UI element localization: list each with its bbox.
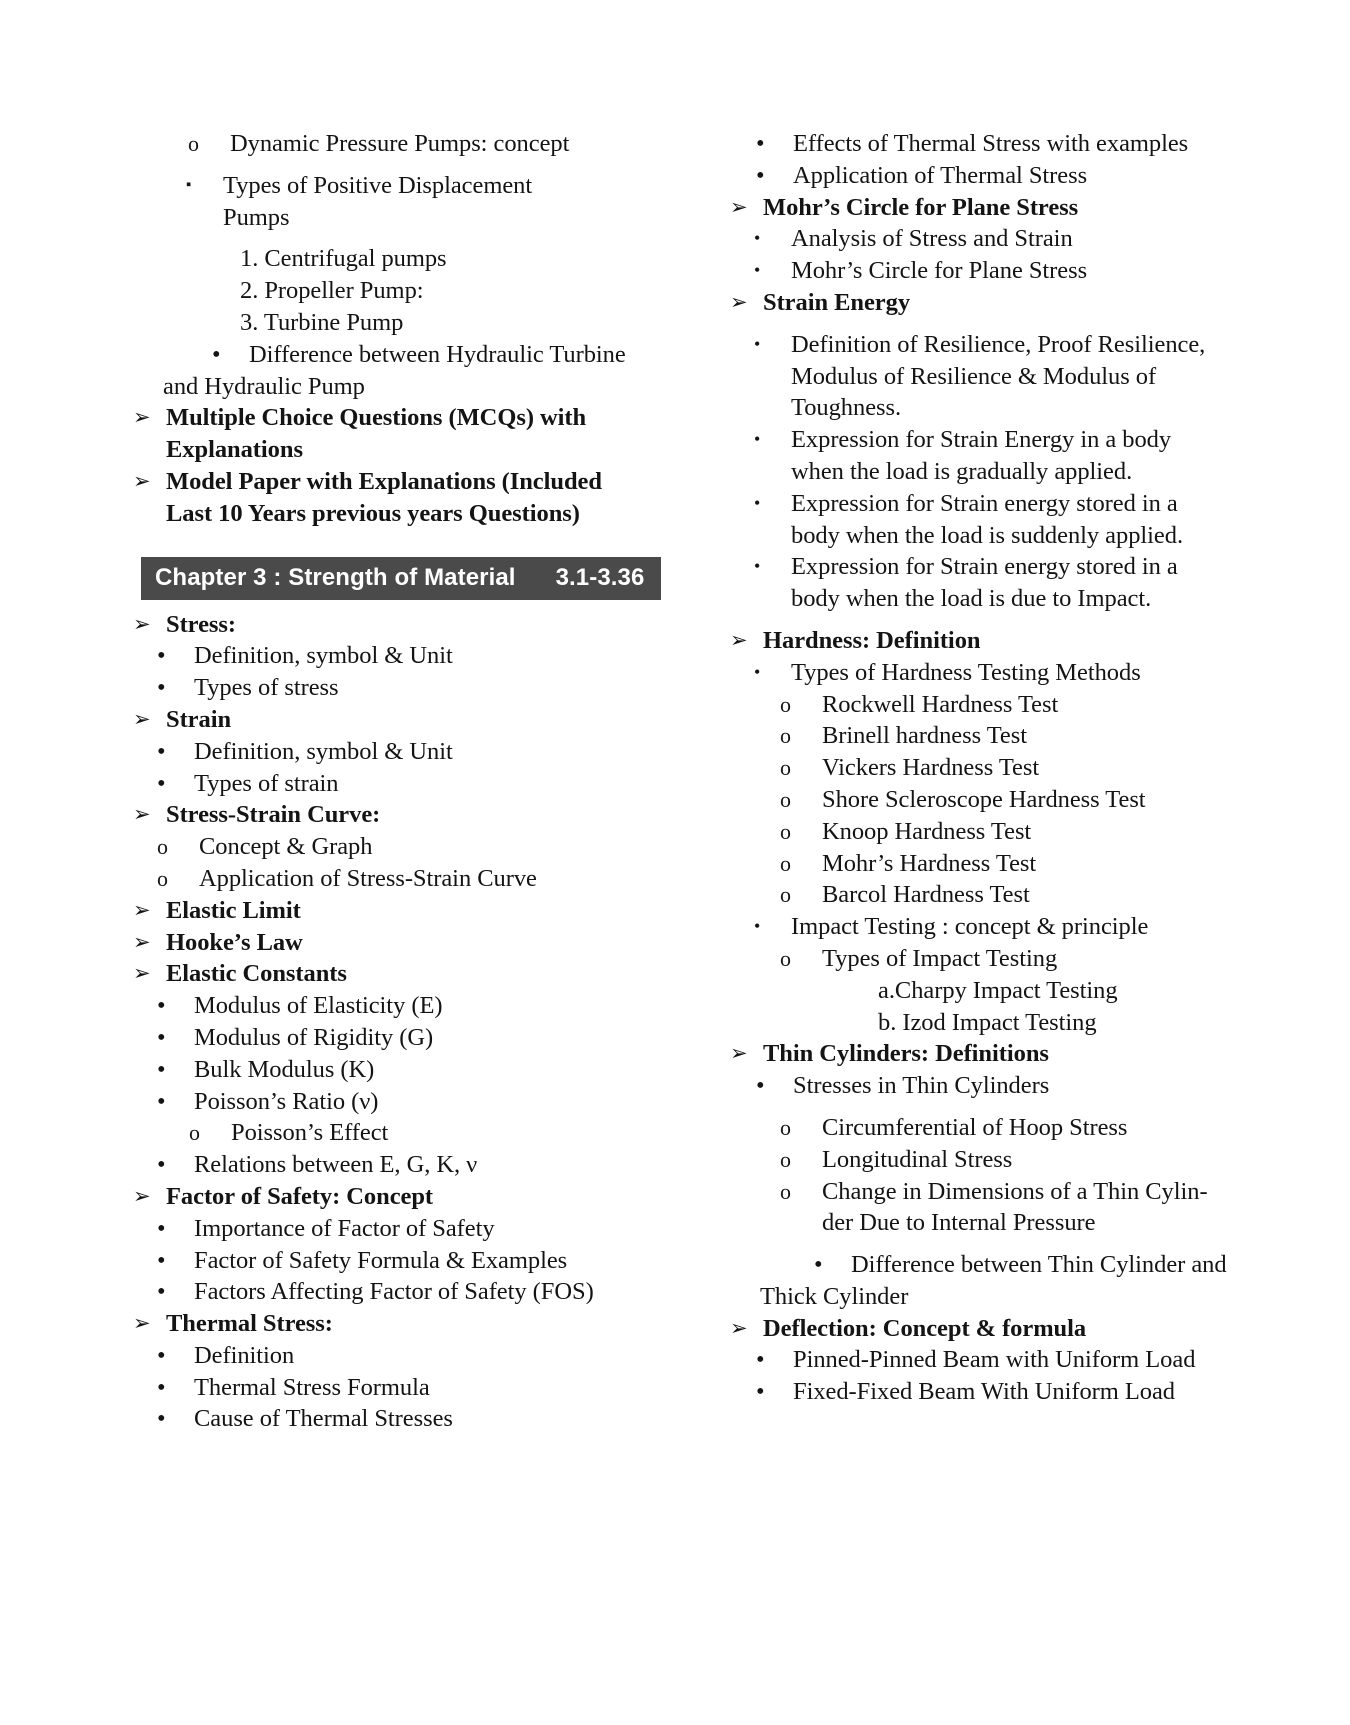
list-item-text: Thick Cylinder xyxy=(760,1282,909,1310)
list-item-continuation xyxy=(780,1207,1230,1239)
list-item-text: Mohr’s Circle for Plane Stress xyxy=(763,193,1079,221)
arrow-bullet-icon: ➢ xyxy=(730,627,748,652)
list-item-text: Types of stress xyxy=(194,674,339,702)
list-item-text: Stress: xyxy=(166,610,236,638)
list-item xyxy=(754,657,1230,689)
circle-bullet-icon: o xyxy=(157,834,168,860)
list-item-text: Poisson’s Effect xyxy=(231,1119,389,1147)
list-item xyxy=(754,551,1230,583)
disc-bullet-icon: • xyxy=(157,1214,166,1242)
list-item xyxy=(157,1372,678,1404)
disc-bullet-icon: • xyxy=(754,661,761,682)
arrow-bullet-icon: ➢ xyxy=(133,468,151,493)
list-item-text: Cause of Thermal Stresses xyxy=(194,1405,453,1433)
list-item xyxy=(240,243,678,275)
circle-bullet-icon: o xyxy=(780,1114,791,1140)
list-item xyxy=(780,943,1230,975)
list-item-text: Rockwell Hardness Test xyxy=(822,690,1059,718)
list-item-text: b. Izod Impact Testing xyxy=(878,1008,1097,1036)
list-item xyxy=(756,160,1230,192)
chapter-page-range: 3.1-3.36 xyxy=(555,563,645,591)
left-column xyxy=(133,128,678,1435)
list-item-continuation xyxy=(186,202,678,234)
circle-bullet-icon: o xyxy=(780,850,791,876)
list-item xyxy=(756,1070,1230,1102)
list-item-text: Stress-Strain Curve: xyxy=(166,801,381,829)
list-item-text: Types of Impact Testing xyxy=(822,944,1058,972)
list-item xyxy=(780,752,1230,784)
list-item-continuation xyxy=(754,361,1230,393)
right-column xyxy=(730,128,1230,1408)
disc-bullet-icon: • xyxy=(754,556,761,577)
list-item-text: Pinned-Pinned Beam with Uniform Load xyxy=(793,1346,1196,1374)
list-item-text: Mohr’s Hardness Test xyxy=(822,849,1037,877)
list-item-text: Definition, symbol & Unit xyxy=(194,737,453,765)
list-item xyxy=(730,287,1230,319)
list-item xyxy=(754,911,1230,943)
list-item-continuation xyxy=(754,583,1230,615)
two-column-layout xyxy=(0,128,1350,1435)
list-item-text: Impact Testing : concept & principle xyxy=(791,913,1149,941)
list-item xyxy=(157,863,678,895)
list-item-text: Effects of Thermal Stress with examples xyxy=(793,130,1189,157)
list-item xyxy=(240,275,678,307)
square-bullet-icon: ▪ xyxy=(186,176,192,193)
disc-bullet-icon: • xyxy=(754,333,761,354)
circle-bullet-icon: o xyxy=(780,1146,791,1172)
list-item xyxy=(157,1340,678,1372)
list-item-text: Circumferential of Hoop Stress xyxy=(822,1113,1128,1141)
list-item-text: Difference between Hydraulic Turbine xyxy=(249,340,626,368)
disc-bullet-icon: • xyxy=(756,161,765,189)
list-item xyxy=(133,704,678,736)
disc-bullet-icon: • xyxy=(157,1087,166,1115)
list-item-text: Multiple Choice Questions (MCQs) with xyxy=(166,404,587,432)
list-item-text: when the load is gradually applied. xyxy=(791,457,1133,485)
arrow-bullet-icon: ➢ xyxy=(133,1183,151,1208)
circle-bullet-icon: o xyxy=(189,1120,200,1146)
disc-bullet-icon: • xyxy=(157,769,166,797)
list-item-text: Expression for Strain Energy in a body xyxy=(791,426,1172,454)
list-item-text: body when the load is suddenly applied. xyxy=(791,521,1184,549)
list-item xyxy=(188,128,678,160)
list-item-continuation xyxy=(754,520,1230,552)
arrow-bullet-icon: ➢ xyxy=(133,706,151,731)
list-item xyxy=(157,1086,678,1118)
list-item xyxy=(780,1144,1230,1176)
list-item-text: Analysis of Stress and Strain xyxy=(791,225,1073,253)
circle-bullet-icon: o xyxy=(780,945,791,971)
disc-bullet-icon: • xyxy=(157,992,166,1020)
disc-bullet-icon: • xyxy=(157,1341,166,1369)
list-item xyxy=(157,1403,678,1435)
list-item xyxy=(157,640,678,672)
list-item xyxy=(730,1038,1230,1070)
list-item xyxy=(133,466,678,498)
arrow-bullet-icon: ➢ xyxy=(133,897,151,922)
list-item xyxy=(756,1344,1230,1376)
disc-bullet-icon: • xyxy=(157,737,166,765)
list-item-text: Factor of Safety Formula & Examples xyxy=(194,1246,568,1274)
list-item xyxy=(780,1176,1230,1208)
circle-bullet-icon: o xyxy=(780,786,791,812)
list-item xyxy=(157,736,678,768)
list-item-text: Types of strain xyxy=(194,769,339,797)
list-item-text: Modulus of Resilience & Modulus of xyxy=(791,362,1157,390)
list-item-text: Expression for Strain energy stored in a xyxy=(791,489,1178,517)
list-item-text: Bulk Modulus (K) xyxy=(194,1055,375,1083)
disc-bullet-icon: • xyxy=(212,340,221,368)
list-item-text: Factors Affecting Factor of Safety (FOS) xyxy=(194,1278,594,1306)
disc-bullet-icon: • xyxy=(754,429,761,450)
list-item xyxy=(157,1276,678,1308)
list-item-text: Thermal Stress: xyxy=(166,1310,333,1338)
arrow-bullet-icon: ➢ xyxy=(133,802,151,827)
list-item xyxy=(878,975,1230,1007)
list-item-text: Definition, symbol & Unit xyxy=(194,642,453,670)
list-item-text: Strain xyxy=(166,705,232,733)
list-item-text: Change in Dimensions of a Thin Cylin- xyxy=(822,1177,1208,1205)
list-item-text: Deflection: Concept & formula xyxy=(763,1314,1087,1342)
circle-bullet-icon: o xyxy=(780,1178,791,1204)
list-item-continuation xyxy=(133,434,678,466)
list-item xyxy=(780,689,1230,721)
list-item xyxy=(730,1313,1230,1345)
list-item-text: 1. Centrifugal pumps xyxy=(240,245,447,273)
arrow-bullet-icon: ➢ xyxy=(730,1315,748,1340)
list-item xyxy=(133,1308,678,1340)
chapter-title: Chapter 3 : Strength of Material xyxy=(155,563,516,591)
list-item xyxy=(133,609,678,641)
list-item xyxy=(186,170,678,202)
disc-bullet-icon: • xyxy=(157,1023,166,1051)
circle-bullet-icon: o xyxy=(780,723,791,749)
list-item xyxy=(814,1249,1230,1281)
list-item xyxy=(157,990,678,1022)
list-item-continuation xyxy=(163,371,678,403)
disc-bullet-icon: • xyxy=(754,228,761,249)
arrow-bullet-icon: ➢ xyxy=(730,289,748,314)
list-item-text: Longitudinal Stress xyxy=(822,1145,1013,1173)
list-item-text: Elastic Constants xyxy=(166,960,347,988)
list-item xyxy=(157,768,678,800)
list-item-text: Fixed-Fixed Beam With Uniform Load xyxy=(793,1378,1175,1406)
list-item xyxy=(133,895,678,927)
arrow-bullet-icon: ➢ xyxy=(730,194,748,219)
list-item-text: 2. Propeller Pump: xyxy=(240,277,424,305)
list-item xyxy=(730,192,1230,224)
list-item-text: 3. Turbine Pump xyxy=(240,308,404,336)
list-item xyxy=(157,1213,678,1245)
list-item-text: Application of Thermal Stress xyxy=(793,161,1088,189)
disc-bullet-icon: • xyxy=(157,1278,166,1306)
list-item xyxy=(730,625,1230,657)
arrow-bullet-icon: ➢ xyxy=(133,611,151,636)
list-item-text: Thermal Stress Formula xyxy=(194,1373,430,1401)
list-item xyxy=(780,848,1230,880)
list-item-continuation xyxy=(754,456,1230,488)
list-item xyxy=(212,339,678,371)
list-item-text: Modulus of Elasticity (E) xyxy=(194,992,443,1020)
list-item-continuation xyxy=(133,498,678,530)
list-item-text: Concept & Graph xyxy=(199,833,373,861)
list-item-text: Shore Scleroscope Hardness Test xyxy=(822,785,1146,813)
disc-bullet-icon: • xyxy=(756,130,765,157)
list-item xyxy=(133,1181,678,1213)
disc-bullet-icon: • xyxy=(754,260,761,281)
list-item-text: Barcol Hardness Test xyxy=(822,881,1030,909)
arrow-bullet-icon: ➢ xyxy=(133,961,151,986)
list-item-text: a.Charpy Impact Testing xyxy=(878,976,1118,1004)
list-item-text: Thin Cylinders: Definitions xyxy=(763,1040,1049,1068)
list-item-text: Mohr’s Circle for Plane Stress xyxy=(791,257,1088,285)
list-item xyxy=(878,1007,1230,1039)
list-item-text: Brinell hardness Test xyxy=(822,722,1027,750)
list-item xyxy=(754,424,1230,456)
list-item-text: Stresses in Thin Cylinders xyxy=(793,1072,1050,1100)
list-item-text: Poisson’s Ratio (ν) xyxy=(194,1087,379,1115)
list-item xyxy=(780,816,1230,848)
list-item xyxy=(754,488,1230,520)
list-item xyxy=(754,329,1230,361)
arrow-bullet-icon: ➢ xyxy=(730,1041,748,1066)
list-item-text: Knoop Hardness Test xyxy=(822,817,1032,845)
arrow-bullet-icon: ➢ xyxy=(133,405,151,430)
disc-bullet-icon: • xyxy=(157,1246,166,1274)
list-item-text: Definition xyxy=(194,1341,295,1369)
disc-bullet-icon: • xyxy=(754,916,761,937)
chapter-header-bar xyxy=(141,557,661,600)
list-item-text: Vickers Hardness Test xyxy=(822,754,1040,782)
list-item-text: Hardness: Definition xyxy=(763,626,981,654)
arrow-bullet-icon: ➢ xyxy=(133,929,151,954)
disc-bullet-icon: • xyxy=(157,1405,166,1433)
disc-bullet-icon: • xyxy=(814,1251,823,1279)
disc-bullet-icon: • xyxy=(157,1373,166,1401)
list-item-text: Types of Hardness Testing Methods xyxy=(791,658,1141,686)
list-item xyxy=(189,1117,678,1149)
list-item-text: Pumps xyxy=(223,203,290,231)
list-item xyxy=(756,1376,1230,1408)
list-item-text: Dynamic Pressure Pumps: concept xyxy=(230,130,570,157)
list-item xyxy=(754,223,1230,255)
list-item xyxy=(780,784,1230,816)
disc-bullet-icon: • xyxy=(754,492,761,513)
circle-bullet-icon: o xyxy=(780,882,791,908)
list-item-text: Explanations xyxy=(166,436,303,464)
list-item xyxy=(780,879,1230,911)
list-item-text: Importance of Factor of Safety xyxy=(194,1214,495,1242)
list-item-text: Elastic Limit xyxy=(166,896,301,924)
list-item-continuation xyxy=(760,1281,1230,1313)
list-item xyxy=(780,1112,1230,1144)
list-item xyxy=(133,958,678,990)
list-item-text: Model Paper with Explanations (Included xyxy=(166,467,602,495)
list-item-text: Difference between Thin Cylinder and xyxy=(851,1251,1227,1279)
list-item xyxy=(754,255,1230,287)
list-item xyxy=(756,128,1230,160)
list-item xyxy=(157,672,678,704)
list-item-text: Toughness. xyxy=(791,394,902,422)
disc-bullet-icon: • xyxy=(756,1346,765,1374)
list-item-text: Last 10 Years previous years Questions) xyxy=(166,499,580,527)
disc-bullet-icon: • xyxy=(756,1072,765,1100)
list-item xyxy=(157,1054,678,1086)
list-item xyxy=(133,927,678,959)
list-item-text: Types of Positive Displacement xyxy=(223,171,533,199)
list-item-text: der Due to Internal Pressure xyxy=(822,1209,1096,1237)
list-item xyxy=(157,1022,678,1054)
list-item xyxy=(133,402,678,434)
disc-bullet-icon: • xyxy=(157,1055,166,1083)
list-item-text: Application of Stress-Strain Curve xyxy=(199,864,537,892)
list-item-text: Hooke’s Law xyxy=(166,928,303,956)
list-item xyxy=(157,1245,678,1277)
list-item-text: Factor of Safety: Concept xyxy=(166,1182,434,1210)
disc-bullet-icon: • xyxy=(756,1378,765,1406)
list-item-text: Relations between E, G, K, ν xyxy=(194,1151,478,1179)
circle-bullet-icon: o xyxy=(157,865,168,891)
list-item xyxy=(240,307,678,339)
list-item xyxy=(780,720,1230,752)
list-item xyxy=(133,799,678,831)
circle-bullet-icon: o xyxy=(780,818,791,844)
list-item-text: Expression for Strain energy stored in a xyxy=(791,553,1178,581)
list-item-text: Strain Energy xyxy=(763,288,911,316)
list-item-text: body when the load is due to Impact. xyxy=(791,585,1152,613)
circle-bullet-icon: o xyxy=(780,691,791,717)
list-item xyxy=(157,1149,678,1181)
list-item-continuation xyxy=(754,392,1230,424)
circle-bullet-icon: o xyxy=(188,131,199,156)
list-item-text: Modulus of Rigidity (G) xyxy=(194,1023,434,1051)
disc-bullet-icon: • xyxy=(157,674,166,702)
list-item-text: and Hydraulic Pump xyxy=(163,372,365,400)
disc-bullet-icon: • xyxy=(157,1151,166,1179)
arrow-bullet-icon: ➢ xyxy=(133,1311,151,1336)
list-item xyxy=(157,831,678,863)
disc-bullet-icon: • xyxy=(157,642,166,670)
circle-bullet-icon: o xyxy=(780,755,791,781)
list-item-text: Definition of Resilience, Proof Resilience, xyxy=(791,330,1206,358)
